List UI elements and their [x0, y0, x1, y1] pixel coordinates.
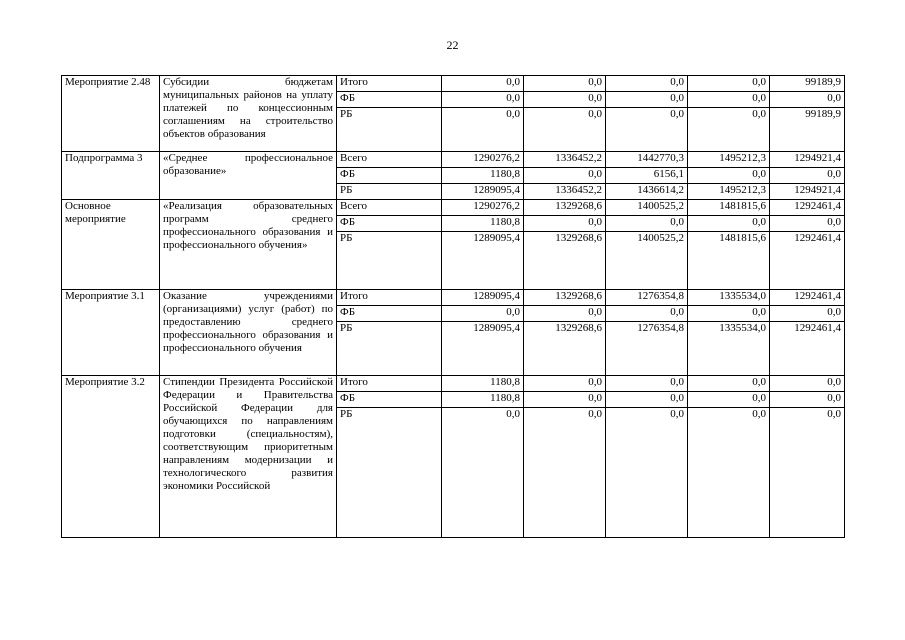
value-cell: 0,0 [524, 392, 606, 408]
value-cell: 1292461,4 [770, 322, 845, 376]
value-cell: 0,0 [770, 376, 845, 392]
measure-code: Мероприятие 3.1 [62, 290, 160, 376]
value-cell: 0,0 [688, 376, 770, 392]
value-cell: 1335534,0 [688, 322, 770, 376]
measure-description: Оказание учреждениями (организациями) услуг (работ) по предоставлению среднего профессионального образования и профессионального обучения [160, 290, 337, 376]
value-cell: 1289095,4 [442, 322, 524, 376]
value-cell: 1180,8 [442, 216, 524, 232]
funding-source: РБ [337, 408, 442, 538]
value-cell: 0,0 [688, 392, 770, 408]
value-cell: 0,0 [688, 408, 770, 538]
value-cell: 0,0 [770, 306, 845, 322]
funding-source: ФБ [337, 216, 442, 232]
value-cell: 0,0 [606, 376, 688, 392]
value-cell: 1290276,2 [442, 152, 524, 168]
value-cell: 1329268,6 [524, 290, 606, 306]
funding-source: РБ [337, 108, 442, 152]
value-cell: 1294921,4 [770, 184, 845, 200]
value-cell: 1335534,0 [688, 290, 770, 306]
value-cell: 0,0 [606, 108, 688, 152]
value-cell: 0,0 [606, 392, 688, 408]
value-cell: 1290276,2 [442, 200, 524, 216]
funding-source: Итого [337, 376, 442, 392]
budget-table [61, 75, 845, 538]
value-cell: 0,0 [688, 306, 770, 322]
value-cell: 1442770,3 [606, 152, 688, 168]
value-cell: 0,0 [606, 76, 688, 92]
value-cell: 1436614,2 [606, 184, 688, 200]
page-number: 22 [446, 38, 459, 52]
funding-source: РБ [337, 232, 442, 290]
value-cell: 0,0 [770, 408, 845, 538]
value-cell: 1289095,4 [442, 232, 524, 290]
funding-source: РБ [337, 184, 442, 200]
value-cell: 1292461,4 [770, 290, 845, 306]
value-cell: 1292461,4 [770, 200, 845, 216]
value-cell: 0,0 [688, 92, 770, 108]
value-cell: 0,0 [688, 168, 770, 184]
funding-source: ФБ [337, 168, 442, 184]
value-cell: 0,0 [524, 108, 606, 152]
value-cell: 1276354,8 [606, 290, 688, 306]
value-cell: 0,0 [606, 92, 688, 108]
measure-description: «Среднее профессиональное образование» [160, 152, 337, 200]
value-cell: 0,0 [606, 216, 688, 232]
funding-source: ФБ [337, 92, 442, 108]
value-cell: 0,0 [688, 76, 770, 92]
value-cell: 0,0 [770, 392, 845, 408]
value-cell: 6156,1 [606, 168, 688, 184]
value-cell: 1329268,6 [524, 200, 606, 216]
value-cell: 1495212,3 [688, 184, 770, 200]
value-cell: 1481815,6 [688, 200, 770, 216]
value-cell: 0,0 [770, 92, 845, 108]
value-cell: 1276354,8 [606, 322, 688, 376]
value-cell: 0,0 [524, 76, 606, 92]
value-cell: 1336452,2 [524, 152, 606, 168]
table-row [62, 200, 845, 216]
value-cell: 0,0 [770, 168, 845, 184]
value-cell: 1289095,4 [442, 184, 524, 200]
value-cell: 1180,8 [442, 376, 524, 392]
value-cell: 1294921,4 [770, 152, 845, 168]
value-cell: 0,0 [688, 216, 770, 232]
measure-code: Подпрограмма 3 [62, 152, 160, 200]
value-cell: 0,0 [442, 408, 524, 538]
value-cell: 0,0 [770, 216, 845, 232]
funding-source: Всего [337, 152, 442, 168]
value-cell: 0,0 [688, 108, 770, 152]
value-cell: 1180,8 [442, 168, 524, 184]
measure-description: Субсидии бюджетам муниципальных районов на уплату платежей по концессионным соглашениям на строительство объектов образования [160, 76, 337, 152]
value-cell: 0,0 [524, 376, 606, 392]
measure-description: Стипендии Президента Российской Федерации и Правительства Российской Федерации для обучающихся по направлениям подготовки (специальностям), соответствующим приоритетным направлениям модернизации и технологического развития экономики Российской [160, 376, 337, 538]
value-cell: 1329268,6 [524, 322, 606, 376]
value-cell: 0,0 [524, 306, 606, 322]
value-cell: 1400525,2 [606, 200, 688, 216]
value-cell: 0,0 [606, 408, 688, 538]
table-row [62, 76, 845, 92]
value-cell: 1329268,6 [524, 232, 606, 290]
funding-source: Итого [337, 76, 442, 92]
value-cell: 0,0 [442, 92, 524, 108]
funding-source: Всего [337, 200, 442, 216]
funding-source: Итого [337, 290, 442, 306]
funding-source: ФБ [337, 392, 442, 408]
funding-source: ФБ [337, 306, 442, 322]
value-cell: 1180,8 [442, 392, 524, 408]
value-cell: 0,0 [524, 168, 606, 184]
value-cell: 0,0 [442, 306, 524, 322]
value-cell: 1495212,3 [688, 152, 770, 168]
value-cell: 99189,9 [770, 108, 845, 152]
value-cell: 1400525,2 [606, 232, 688, 290]
table-row [62, 290, 845, 306]
value-cell: 0,0 [524, 216, 606, 232]
value-cell: 0,0 [606, 306, 688, 322]
measure-code: Мероприятие 3.2 [62, 376, 160, 538]
value-cell: 1336452,2 [524, 184, 606, 200]
measure-code: Основное мероприятие [62, 200, 160, 290]
measure-description: «Реализация образовательных программ среднего профессионального образования и профессионального обучения» [160, 200, 337, 290]
measure-code: Мероприятие 2.48 [62, 76, 160, 152]
value-cell: 0,0 [524, 408, 606, 538]
value-cell: 1481815,6 [688, 232, 770, 290]
table-row [62, 152, 845, 168]
value-cell: 1289095,4 [442, 290, 524, 306]
value-cell: 0,0 [524, 92, 606, 108]
table-row [62, 376, 845, 392]
value-cell: 0,0 [442, 108, 524, 152]
value-cell: 99189,9 [770, 76, 845, 92]
funding-source: РБ [337, 322, 442, 376]
value-cell: 1292461,4 [770, 232, 845, 290]
value-cell: 0,0 [442, 76, 524, 92]
